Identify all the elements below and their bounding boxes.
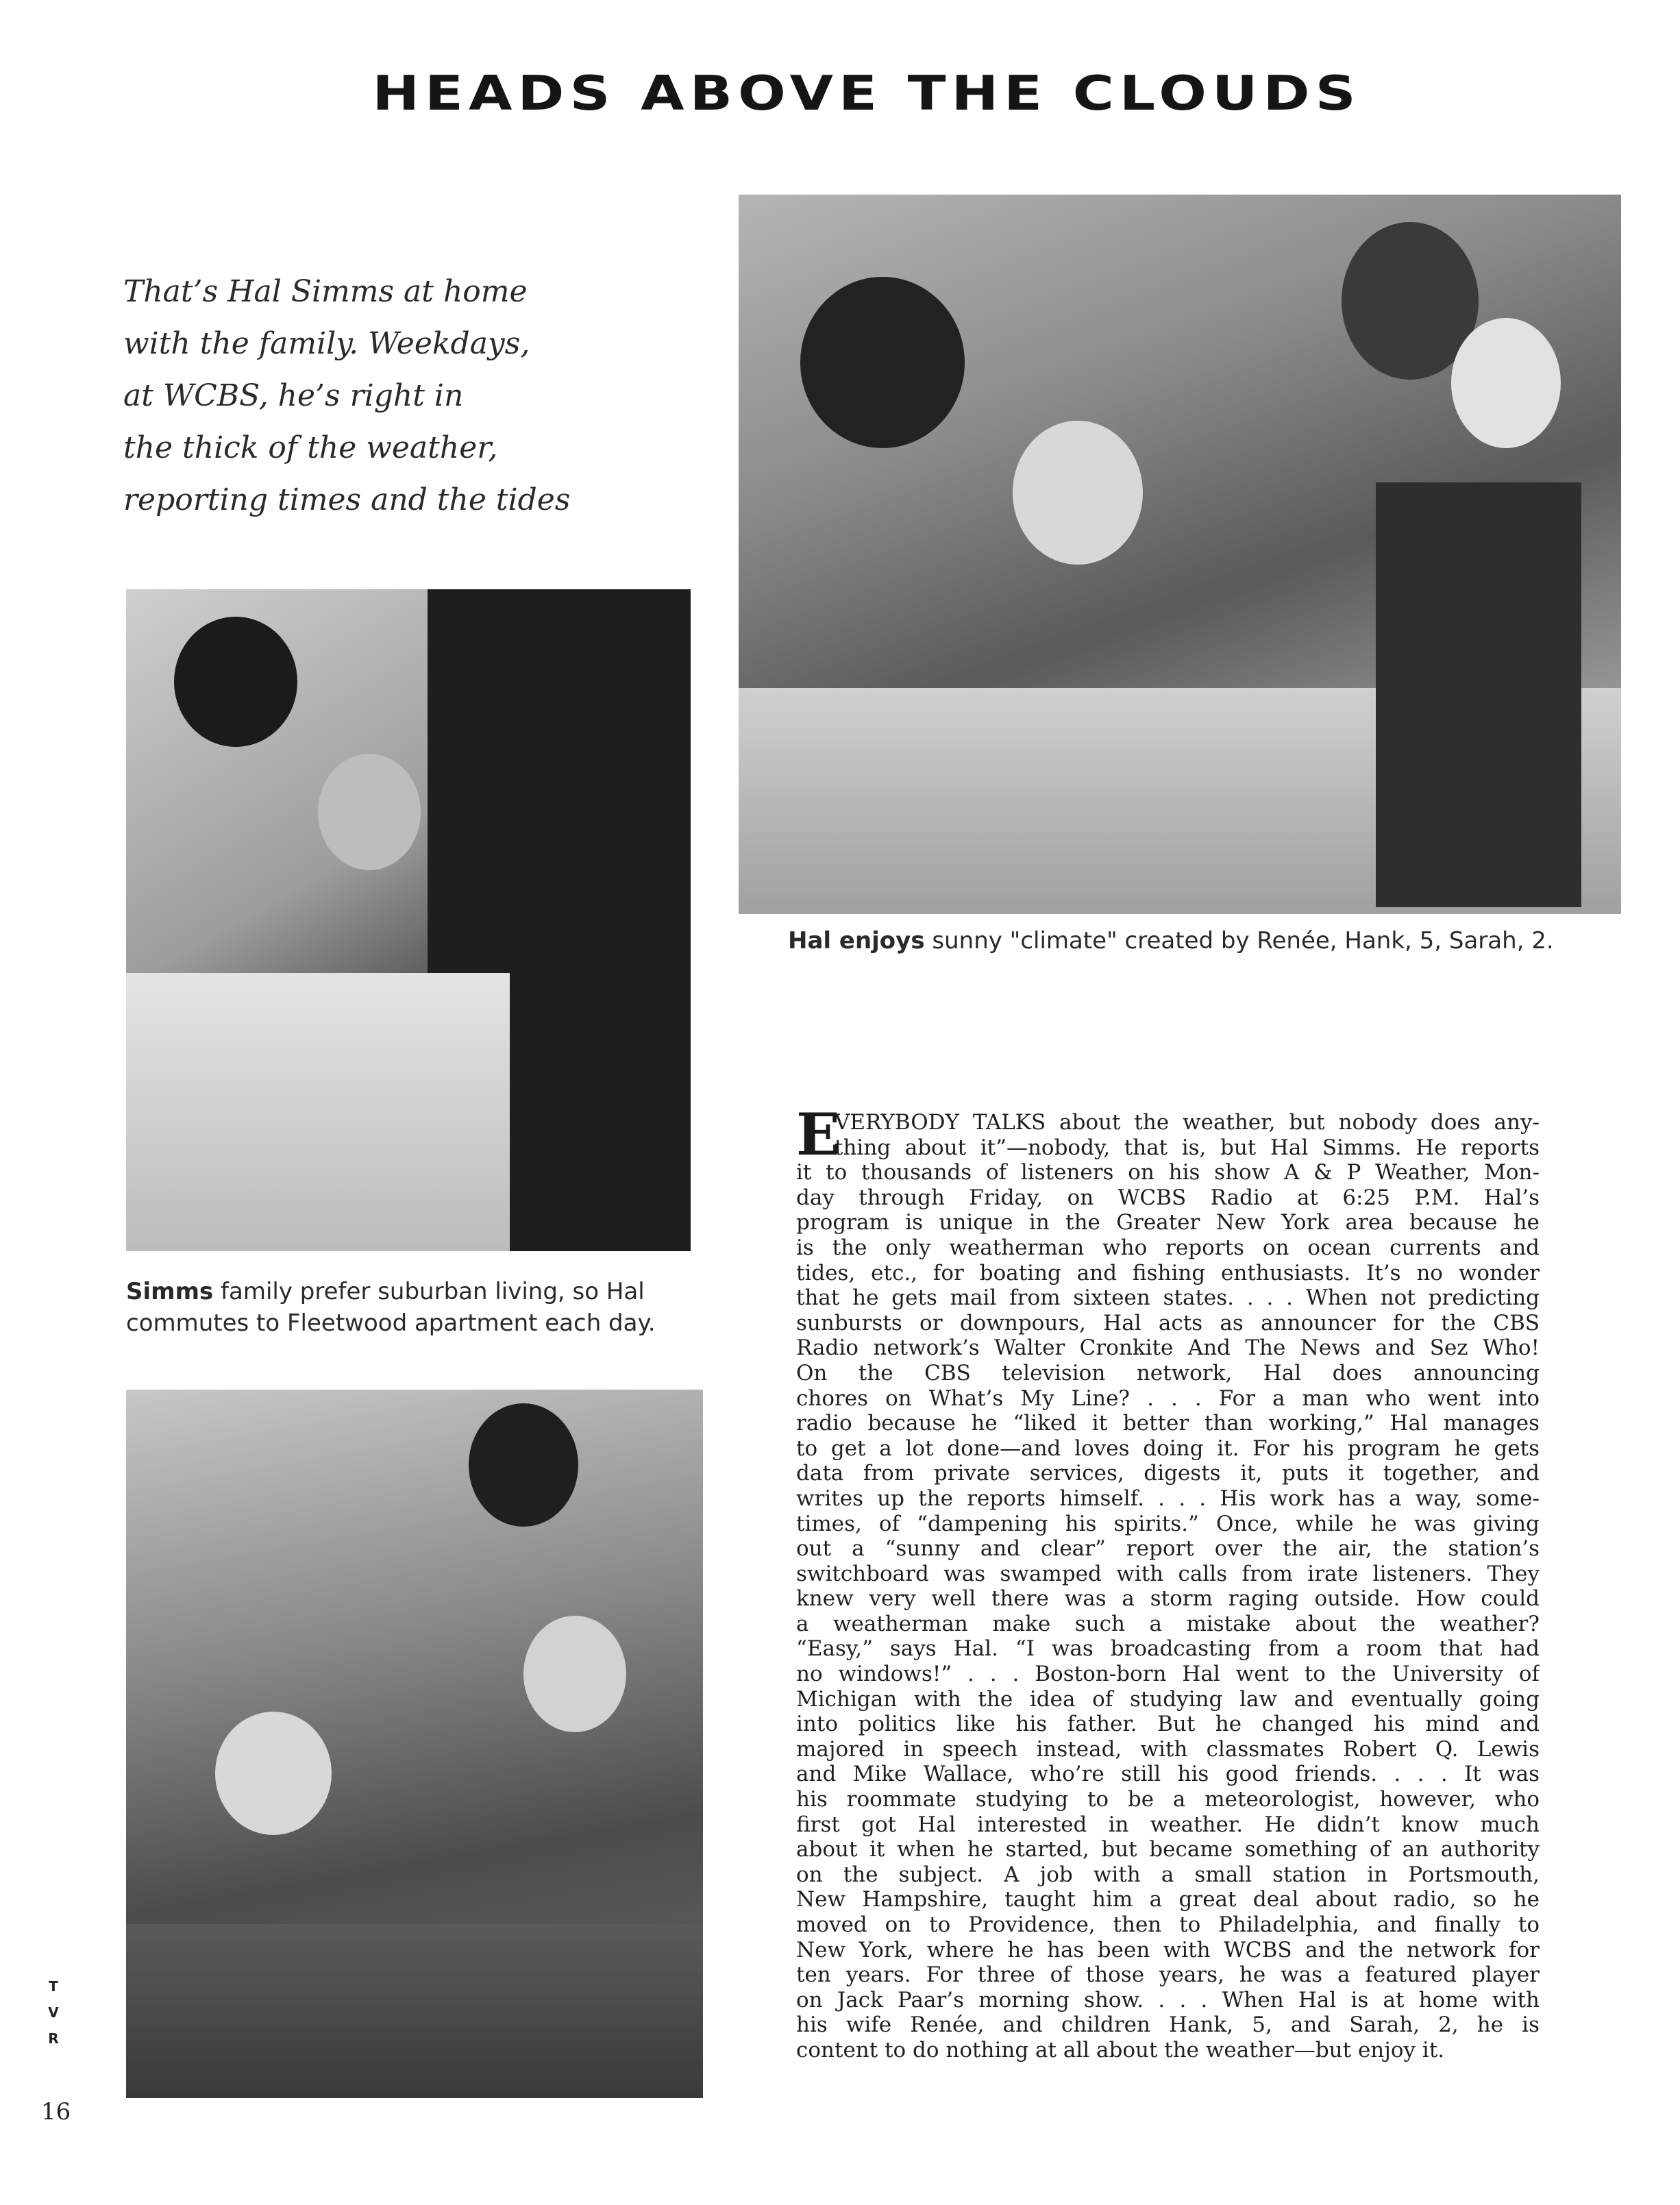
article-line: tides, etc., for boating and fishing enthusiasts. It’s no wonder <box>796 1260 1540 1285</box>
photo-family-playroom <box>126 1390 703 2098</box>
article-body <box>796 1100 1540 2063</box>
caption-middle-left <box>126 1276 656 1339</box>
drop-cap: E <box>796 1100 841 1168</box>
article-line: Michigan with the idea of studying law and eventually going <box>796 1686 1540 1712</box>
page-title: HEADS ABOVE THE CLOUDS <box>372 66 1361 121</box>
intro-line: reporting times and the tides <box>123 482 571 517</box>
article-line: his roommate studying to be a meteorologist, however, who <box>796 1787 1540 1812</box>
article-line: no windows!” . . . Boston-born Hal went to the University of <box>796 1662 1540 1687</box>
intro-line: the thick of the weather, <box>123 430 498 465</box>
article-line: “Easy,” says Hal. “I was broadcasting from a room that had <box>796 1636 1540 1662</box>
photo-family-bed <box>739 195 1621 914</box>
article-line: New York, where he has been with WCBS and the network for <box>796 1937 1540 1962</box>
article-line: on the subject. A job with a small station in Portsmouth, <box>796 1862 1540 1887</box>
intro-line: That’s Hal Simms at home <box>123 274 528 309</box>
article-line: switchboard was swamped with calls from irate listeners. They <box>796 1561 1540 1586</box>
article-line: a weatherman make such a mistake about the weather? <box>796 1611 1540 1636</box>
article-line: out a “sunny and clear” report over the air, the station’s <box>796 1536 1540 1562</box>
article-line: knew very well there was a storm raging outside. How could <box>796 1586 1540 1612</box>
article-line: into politics like his father. But he changed his mind and <box>796 1712 1540 1737</box>
article-line: is the only weatherman who reports on ocean currents and <box>796 1235 1540 1260</box>
article-line: radio because he “liked it better than working,” Hal manages <box>796 1411 1540 1436</box>
article-line: day through Friday, on WCBS Radio at 6:25 P.M. Hal’s <box>796 1185 1540 1210</box>
article-line: thing about it”—nobody, that is, but Hal Simms. He reports <box>835 1135 1540 1160</box>
article-line: Radio network’s Walter Cronkite And The News and Sez Who! <box>796 1335 1540 1361</box>
tvr-letter: R <box>48 2030 59 2047</box>
photo-simms-apartment <box>126 589 691 1251</box>
tvr-letter: V <box>48 2004 59 2021</box>
intro-line: at WCBS, he’s right in <box>123 378 464 413</box>
caption-lead: Hal enjoys <box>788 927 925 954</box>
caption-top-right <box>788 925 1554 957</box>
article-line: that he gets mail from sixteen states. . . . When not predicting <box>796 1285 1540 1311</box>
article-line: first got Hal interested in weather. He didn’t know much <box>796 1812 1540 1837</box>
article-line: sunbursts or downpours, Hal acts as announcer for the CBS <box>796 1310 1540 1335</box>
article-line: on Jack Paar’s morning show. . . . When Hal is at home with <box>796 1987 1540 2012</box>
caption-text: commutes to Fleetwood apartment each day. <box>126 1309 656 1337</box>
intro-line: with the family. Weekdays, <box>123 326 530 361</box>
article-line: about it when he started, but became something of an authority <box>796 1837 1540 1862</box>
tvr-letter: T <box>49 1978 58 1995</box>
article-line: to get a lot done—and loves doing it. For his program he gets <box>796 1436 1540 1461</box>
article-line: ten years. For three of those years, he was a featured player <box>796 1962 1540 1988</box>
page-number: 16 <box>41 2098 71 2126</box>
article-line: content to do nothing at all about the weather—but enjoy it. <box>796 2037 1445 2062</box>
article-line: majored in speech instead, with classmates Robert Q. Lewis <box>796 1736 1540 1762</box>
article-line: moved on to Providence, then to Philadelphia, and finally to <box>796 1912 1540 1937</box>
article-line: program is unique in the Greater New York area because he <box>796 1210 1540 1235</box>
article-line: times, of “dampening his spirits.” Once, while he was giving <box>796 1511 1540 1536</box>
article-line: writes up the reports himself. . . . His work has a way, some- <box>796 1486 1540 1511</box>
article-line: On the CBS television network, Hal does announcing <box>796 1360 1540 1385</box>
article-line: chores on What’s My Line? . . . For a man who went into <box>796 1385 1540 1411</box>
article-line: VERYBODY TALKS about the weather, but nobody does any- <box>835 1110 1540 1135</box>
article-line: data from private services, digests it, puts it together, and <box>796 1461 1540 1486</box>
caption-text: sunny "climate" created by Renée, Hank, 5, Sarah, 2. <box>924 927 1554 954</box>
caption-lead: Simms <box>126 1278 214 1305</box>
intro-blurb <box>123 266 644 526</box>
caption-text: family prefer suburban living, so Hal <box>213 1278 645 1305</box>
article-line: New Hampshire, taught him a great deal about radio, so he <box>796 1887 1540 1912</box>
article-line: his wife Renée, and children Hank, 5, and Sarah, 2, he is <box>796 2012 1540 2038</box>
article-line: it to thousands of listeners on his show A & P Weather, Mon- <box>796 1160 1540 1185</box>
tvr-side-label <box>45 1973 62 2052</box>
article-line: and Mike Wallace, who’re still his good friends. . . . It was <box>796 1762 1540 1787</box>
